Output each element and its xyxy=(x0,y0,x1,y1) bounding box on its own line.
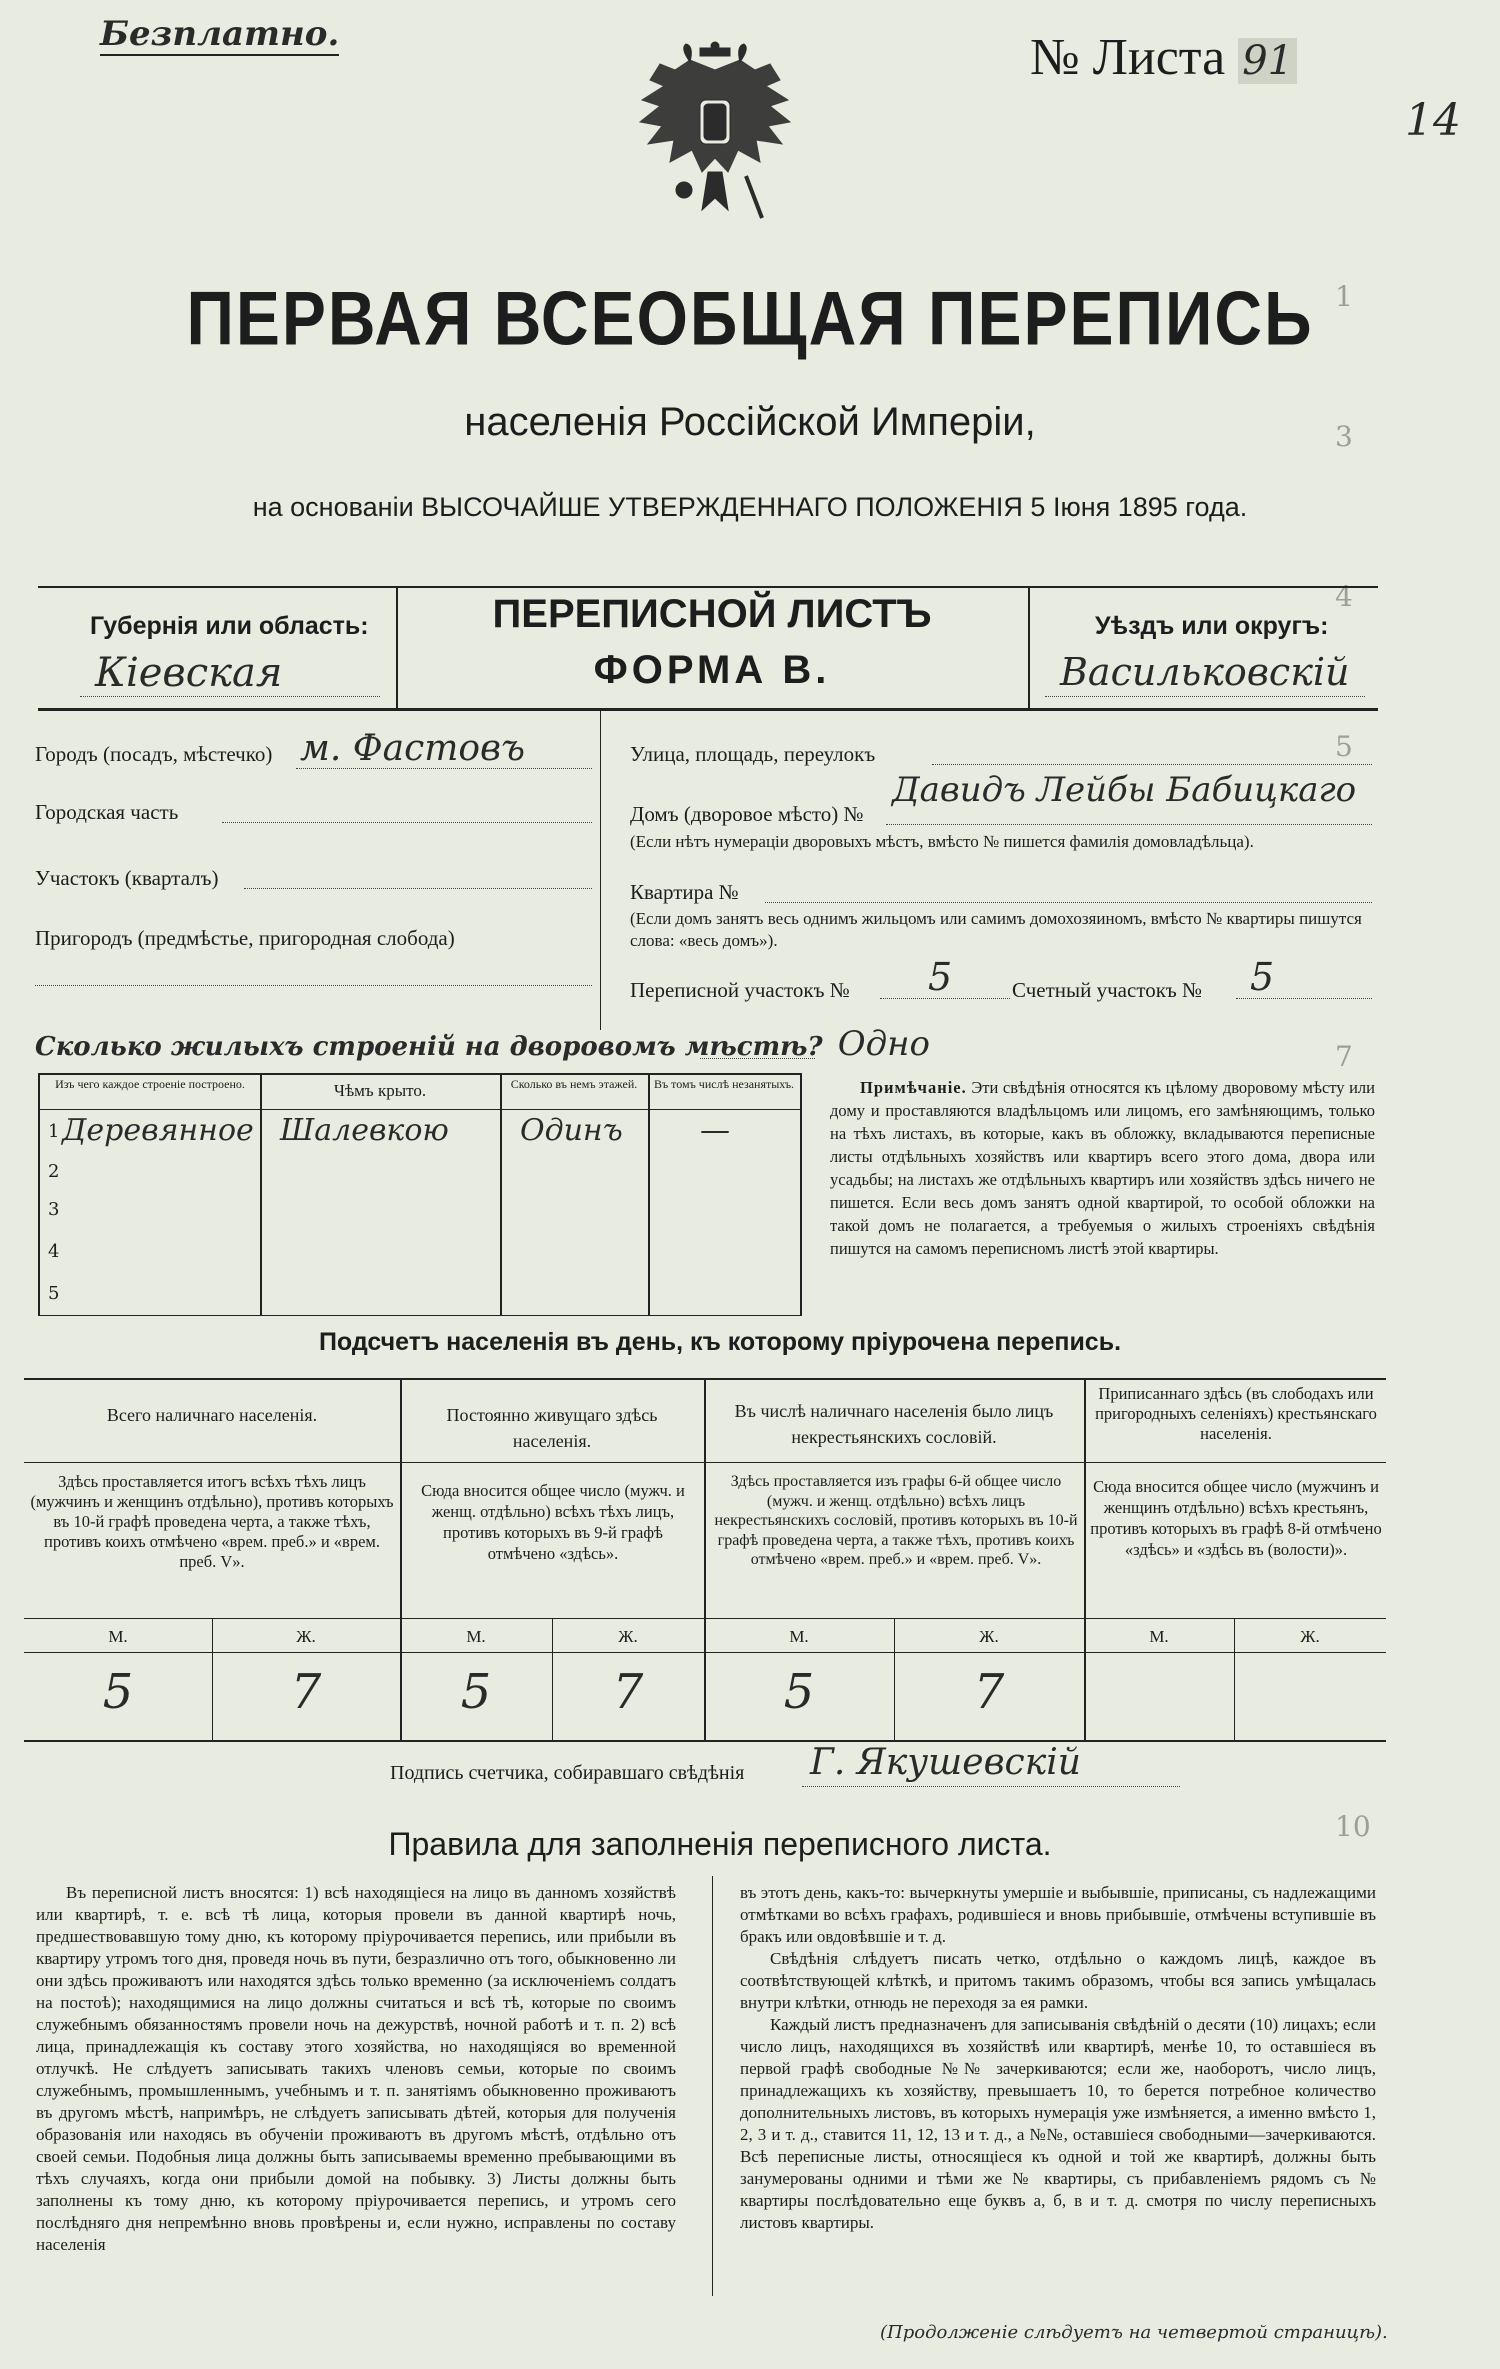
margin-number: 3 xyxy=(1335,420,1353,453)
rules-title: Правила для заполненія переписного листа. xyxy=(388,1826,1052,1862)
buildings-question-text: Сколько жилыхъ строеній на дворовомъ мѣстѣ? xyxy=(35,1032,823,1062)
district-value: Васильковскій xyxy=(1060,650,1350,694)
row-number: 2 xyxy=(48,1161,60,1182)
margin-number: 4 xyxy=(1335,580,1353,613)
basis-line: на основаніи ВЫСОЧАЙШЕ УТВЕРЖДЕННАГО ПОЛОЖЕНІЯ 5 Іюня 1895 года. xyxy=(252,492,1248,522)
tally-m-label: М. xyxy=(108,1627,128,1646)
sheet-number-value: 91 xyxy=(1238,38,1297,84)
tally-head-registered: Приписаннаго здѣсь (въ слободахъ или пригородныхъ селеніяхъ) крестьянскаго населенія. xyxy=(1095,1384,1377,1443)
tally-value-non-peasant-f: 7 xyxy=(973,1664,1005,1720)
margin-number: 5 xyxy=(1335,730,1353,763)
house-value: Давидъ Лейбы Бабицкаго xyxy=(892,770,1357,810)
tally-head-total: Всего наличнаго населенія. xyxy=(106,1405,318,1425)
rules-left-column xyxy=(36,1882,676,2312)
subtitle: населенія Россійской Имперіи, xyxy=(464,400,1036,444)
tally-title: Подсчетъ населенія въ день, къ которому пріурочена перепись. xyxy=(318,1328,1122,1356)
tally-f-label: Ж. xyxy=(296,1627,316,1646)
count-area-label: Счетный участокъ № xyxy=(1012,978,1203,1002)
rules-right-text-3: Каждый листъ предназначенъ для записыванія свѣдѣній о десяти (10) лицахъ; если число лицъ, находящихся въ хозяйствѣ или квартирѣ, менѣе 10, то оставшіеся въ первой графѣ свободные №№ зачеркиваются; если же, наоборотъ, число лицъ, принадлежащихъ къ хозяйству, превышаетъ 10, то берется потребное количество дополнительныхъ листовъ, въ которыхъ нумерація уже измѣняется, а именно вмѣсто 1, 2, 3 и т. д., ставится 11, 12, 13 и т. д., а №№, оставшіеся свободными—зачеркиваются. Всѣ переписные листы, относящіеся къ одной и той же квартирѣ, должны быть занумерованы одними и тѣми же № квартиры, съ прибавленіемъ рядомъ съ № квартиры послѣдовательно еще буквъ а, б, в и т. д. смотря по числу переписныхъ листовъ квартиры. xyxy=(740,2015,1376,2232)
suburb-label: Пригородъ (предмѣстье, пригородная слобода) xyxy=(35,926,455,950)
table-row xyxy=(40,1113,800,1153)
tally-desc-permanent: Сюда вносится общее число (мужч. и женщ. отдѣльно) всѣхъ тѣхъ лицъ, противъ которыхъ въ 9-й графѣ отмѣчено «здѣсь». xyxy=(421,1481,685,1563)
sheet-number xyxy=(1030,30,1297,89)
tally-head-permanent: Постоянно живущаго здѣсь населенія. xyxy=(446,1405,658,1451)
tally-value-non-peasant-m: 5 xyxy=(783,1664,815,1720)
note-title: Примѣчаніе. xyxy=(860,1078,967,1097)
form-label: ФОРМА В. xyxy=(593,648,831,692)
buildings-answer: Одно xyxy=(837,1024,930,1064)
tally-value-total-f: 7 xyxy=(290,1664,322,1720)
city-label: Городъ (посадъ, мѣстечко) xyxy=(35,742,273,766)
province-value: Кіевская xyxy=(95,650,283,696)
tally-f-label: Ж. xyxy=(1300,1627,1320,1646)
precinct-label: Участокъ (кварталъ) xyxy=(35,866,219,890)
house-label: Домъ (дворовое мѣсто) № xyxy=(630,802,864,826)
signature-label: Подпись счетчика, собиравшаго свѣдѣнія xyxy=(390,1762,745,1784)
buildings-table xyxy=(38,1073,802,1316)
tally-value-permanent-f: 7 xyxy=(612,1664,644,1720)
province-label: Губернія или область: xyxy=(90,612,369,640)
tally-value-permanent-m: 5 xyxy=(460,1664,492,1720)
apartment-note: (Если домъ занятъ весь однимъ жильцомъ или самимъ домохозяиномъ, вмѣсто № квартиры пишутся слова: «весь домъ»). xyxy=(630,909,1362,950)
corner-note: 14 xyxy=(1405,95,1461,146)
census-area-value: 5 xyxy=(928,955,953,999)
roof-value: Шалевкою xyxy=(280,1113,449,1148)
eagle-emblem-icon xyxy=(630,40,800,230)
margin-number: 10 xyxy=(1335,1810,1371,1843)
census-area-label: Переписной участокъ № xyxy=(630,978,850,1002)
street-label: Улица, площадь, переулокъ xyxy=(630,742,876,766)
count-area-value: 5 xyxy=(1250,955,1275,999)
house-note: (Если нѣтъ нумераціи дворовыхъ мѣстъ, вмѣсто № пишется фамилія домовладѣльца). xyxy=(630,832,1254,851)
margin-number: 1 xyxy=(1335,280,1353,313)
buildings-col-vacant: Въ томъ числѣ незанятыхъ. xyxy=(653,1077,795,1091)
tally-desc-non-peasant: Здѣсь проставляется изъ графы 6-й общее число (мужч. и женщ. отдѣльно) всѣхъ лицъ некрестьянскихъ сословій, противъ которыхъ въ 10-й графѣ проведена черта, а также тѣхъ, противъ коихъ отмѣчено «врем. преб.» и «врем. преб. V». xyxy=(714,1473,1078,1568)
material-value: Деревянное xyxy=(62,1113,254,1148)
buildings-col-material: Изъ чего каждое строеніе построено. xyxy=(55,1077,245,1091)
rules-right-text-1: въ этотъ день, какъ-то: вычеркнуты умершіе и выбывшіе, приписаны, съ надлежащими отмѣтками во всѣхъ графахъ, родившіеся и вновь прибывшіе, отмѣчены вступившіе въ бракъ или овдовѣвшіе и т. д. xyxy=(740,1883,1376,1946)
tally-f-label: Ж. xyxy=(979,1627,999,1646)
tally-head-non-peasant: Въ числѣ наличнаго населенія было лицъ некрестьянскихъ сословій. xyxy=(734,1401,1054,1447)
sheet-number-label: № Листа xyxy=(1030,29,1226,86)
apartment-label: Квартира № xyxy=(630,880,739,904)
floors-value: Одинъ xyxy=(520,1113,623,1148)
tally-m-label: М. xyxy=(466,1627,486,1646)
district-label: Уѣздъ или округъ: xyxy=(1095,612,1329,640)
main-title: ПЕРВАЯ ВСЕОБЩАЯ ПЕРЕПИСЬ xyxy=(186,275,1314,361)
row-number: 4 xyxy=(48,1241,60,1262)
row-number: 3 xyxy=(48,1199,60,1220)
buildings-col-floors: Сколько въ немъ этажей. xyxy=(510,1077,638,1091)
rules-right-text-2: Свѣдѣнія слѣдуетъ писать четко, отдѣльно о каждомъ лицѣ, каждое въ соотвѣтствующей клѣткѣ, и притомъ такимъ образомъ, чтобы вся запись умѣщалась внутри клѣтки, отнюдь не переходя за ея рамки. xyxy=(740,1949,1376,2012)
row-number: 5 xyxy=(48,1283,60,1304)
city-part-label: Городская часть xyxy=(35,800,179,824)
sheet-title: ПЕРЕПИСНОЙ ЛИСТЪ xyxy=(492,592,932,636)
tally-m-label: М. xyxy=(789,1627,809,1646)
tally-desc-registered: Сюда вносится общее число (мужчинъ и женщинъ отдѣльно) всѣхъ крестьянъ, противъ которыхъ въ графѣ 8-й отмѣчено «здѣсь» и «здѣсь въ (волости)». xyxy=(1090,1477,1382,1559)
note-text: Эти свѣдѣнія относятся къ цѣлому дворовому мѣсту или дому и проставляются владѣльцомъ или лицомъ, его замѣняющимъ, только на тѣхъ листахъ, въ которые, какъ въ обложку, вкладываются переписные листы отдѣльныхъ хозяйствъ или квартиръ всего этого дома, двора или усадьбы; на листахъ же отдѣльныхъ квартиръ или хозяйствъ здѣсь ничего не пишется. Если весь домъ занятъ одной квартирой, то особой обложки на такой домъ не полагается, а требуемыя о жилыхъ строеніяхъ свѣдѣнія пишутся на самомъ переписномъ листѣ этой квартиры. xyxy=(830,1078,1375,1258)
tally-desc-total: Здѣсь проставляется итогъ всѣхъ тѣхъ лицъ (мужчинъ и женщинъ отдѣльно), противъ которыхъ въ 10-й графѣ проведена черта, а также тѣхъ, противъ коихъ отмѣчено «врем. преб.» и «врем. преб. V». xyxy=(30,1472,394,1571)
rules-left-text: Въ переписной листъ вносятся: 1) всѣ находящіеся на лицо въ данномъ хозяйствѣ или квартирѣ, т. е. всѣ тѣ лица, которыя провели въ данной квартирѣ ночь, предшествовавшую тому дню, къ которому пріурочивается перепись, или прибыли въ квартиру утромъ того дня, проведя ночь въ пути, безразлично отъ того, обыкновенно ли они здѣсь проживаютъ или находятся здѣсь только временно (за исключеніемъ солдатъ на постоѣ); находящимися на лицо должны считаться и всѣ тѣ, которые по своимъ служебнымъ обязанностямъ провели ночь на дежурствѣ, ночной работѣ и т. п. 2) всѣ лица, принадлежащія къ составу этого хозяйства, но находящіяся во временной отлучкѣ. Не слѣдуетъ записывать такихъ членовъ семьи, которые по своимъ служебнымъ, промышленнымъ, учебнымъ и т. п. занятіямъ обыкновенно проживаютъ въ другомъ мѣстѣ, напримѣръ, не слѣдуетъ записывать дѣтей, которыя для полученія образованія или находясь въ обученіи проживаютъ въ другомъ мѣстѣ, отдѣльно отъ своей семьи. Подобныя лица должны быть записываемы временно пребывающими въ тѣхъ случаяхъ, когда они прибыли домой на побывку. 3) Листы должны быть заполнены къ тому дню, къ которому пріурочивается перепись, и утромъ сего послѣдняго дня непремѣнно вновь провѣрены и, если нужно, исправлены по составу населенія xyxy=(36,1883,676,2254)
buildings-note xyxy=(830,1076,1375,1260)
rules-right-column xyxy=(740,1882,1376,2312)
buildings-col-roof: Чѣмъ крыто. xyxy=(333,1081,427,1100)
rules-continued: (Продолженіе слѣдуетъ на четвертой страницѣ). xyxy=(880,2322,1388,2343)
tally-table xyxy=(24,1378,1386,1742)
tally-m-label: М. xyxy=(1149,1627,1169,1646)
signature-value: Г. Якушевскій xyxy=(810,1742,1081,1783)
city-value: м. Фастовъ xyxy=(300,728,525,769)
free-label: Безплатно. xyxy=(100,14,340,54)
tally-value-total-m: 5 xyxy=(102,1664,134,1720)
vacant-value: — xyxy=(700,1113,730,1148)
tally-f-label: Ж. xyxy=(618,1627,638,1646)
margin-number: 7 xyxy=(1335,1040,1353,1073)
row-number: 1 xyxy=(48,1121,60,1142)
